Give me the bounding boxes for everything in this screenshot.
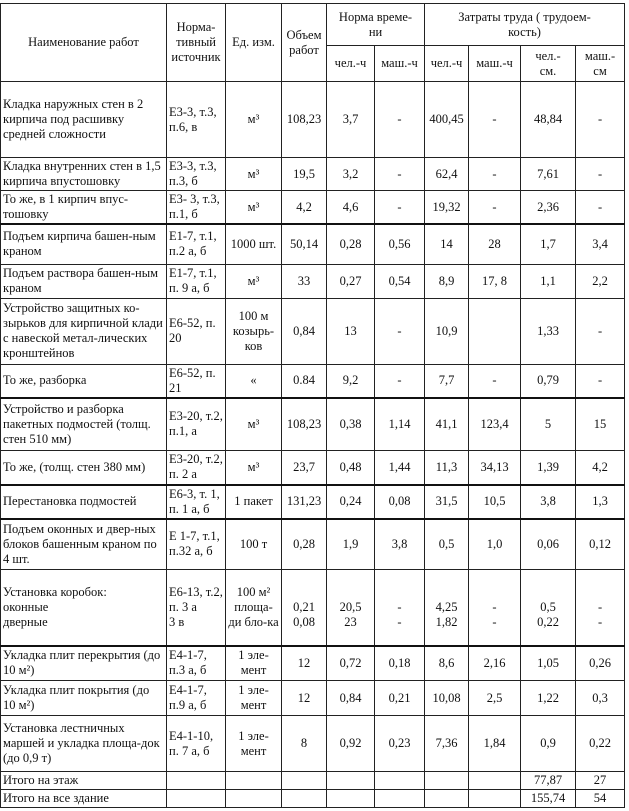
empty-cell [425, 790, 469, 808]
row-norm-mach-cell: 0,56 [375, 224, 425, 264]
row-norm-man-cell: 0,84 [327, 681, 375, 716]
row-source-cell: Е3-20, т.2, п. 2 а [167, 451, 226, 485]
row-volume-cell: 108,23 [282, 398, 327, 451]
row-work-cell: Подъем раствора башен-ным краном [1, 264, 167, 298]
empty-cell [226, 790, 282, 808]
row-work-cell: Кладка внутренних стен в 1,5 кирпича впустошовку [1, 158, 167, 191]
row-source-cell: Е3-20, т.2, п.1, а [167, 398, 226, 451]
row-labor-mach-h-cell: - [469, 191, 521, 225]
row-labor-mach-h-cell: 17, 8 [469, 264, 521, 298]
row-work-cell: Укладка плит перекрытия (до 10 м²) [1, 646, 167, 681]
row-labor-man-s-cell: 1,39 [521, 451, 576, 485]
row-norm-mach-cell: - [375, 364, 425, 398]
work-table [0, 3, 625, 808]
row-norm-mach-cell: - [375, 191, 425, 225]
row-unit-cell: м³ [226, 451, 282, 485]
row-labor-man-s-cell: 5 [521, 398, 576, 451]
row-norm-man-cell: 3,7 [327, 82, 375, 158]
row-labor-man-s-cell: 0,9 [521, 716, 576, 772]
row-volume-cell: 0,21 0,08 [282, 570, 327, 646]
row-labor-man-h-cell: 400,45 [425, 82, 469, 158]
row-unit-cell: м³ [226, 264, 282, 298]
row-volume-cell: 131,23 [282, 485, 327, 519]
header-work: Наименование работ [1, 4, 167, 82]
row-volume-cell: 0.84 [282, 364, 327, 398]
row-norm-mach-cell: - [375, 158, 425, 191]
row-volume-cell: 4,2 [282, 191, 327, 225]
empty-cell [375, 790, 425, 808]
header-labor-mach-s: маш.- см [576, 46, 625, 82]
row-labor-mach-s-cell: 2,2 [576, 264, 625, 298]
empty-cell [167, 772, 226, 790]
empty-cell [282, 790, 327, 808]
empty-cell [327, 790, 375, 808]
row-labor-mach-s-cell: 0,3 [576, 681, 625, 716]
row-source-cell: Е3- 3, т.3, п.1, б [167, 191, 226, 225]
row-unit-cell: 100 м² площа-ди бло-ка [226, 570, 282, 646]
table-row [1, 519, 625, 570]
row-labor-man-s-cell: 48,84 [521, 82, 576, 158]
row-labor-man-s-cell: 0,5 0,22 [521, 570, 576, 646]
row-labor-mach-h-cell: - - [469, 570, 521, 646]
row-norm-mach-cell: 0,08 [375, 485, 425, 519]
row-volume-cell: 0,84 [282, 298, 327, 364]
total-label: Итого на этаж [1, 772, 167, 790]
row-source-cell: Е6-52, п. 21 [167, 364, 226, 398]
row-work-cell: Перестановка подмостей [1, 485, 167, 519]
row-labor-man-s-cell: 3,8 [521, 485, 576, 519]
row-labor-mach-s-cell: - [576, 158, 625, 191]
row-volume-cell: 108,23 [282, 82, 327, 158]
row-labor-man-h-cell: 31,5 [425, 485, 469, 519]
row-labor-mach-h-cell: 10,5 [469, 485, 521, 519]
row-volume-cell: 8 [282, 716, 327, 772]
row-labor-mach-s-cell: 0,22 [576, 716, 625, 772]
row-volume-cell: 12 [282, 646, 327, 681]
row-labor-man-s-cell: 0,06 [521, 519, 576, 570]
row-labor-mach-s-cell: - [576, 298, 625, 364]
empty-cell [425, 772, 469, 790]
row-labor-mach-h-cell: 2,16 [469, 646, 521, 681]
row-norm-man-cell: 4,6 [327, 191, 375, 225]
header-labor: Затраты труда ( трудоем- кость) [425, 4, 625, 46]
row-unit-cell: 100 м козырь-ков [226, 298, 282, 364]
row-labor-mach-s-cell: - [576, 82, 625, 158]
row-labor-man-s-cell: 7,61 [521, 158, 576, 191]
row-source-cell: Е 1-7, т.1, п.32 а, б [167, 519, 226, 570]
empty-cell [167, 790, 226, 808]
header-volume: Объем работ [282, 4, 327, 82]
table-row [1, 364, 625, 398]
row-labor-mach-s-cell: 0,26 [576, 646, 625, 681]
row-source-cell: Е4-1-10, п. 7 а, б [167, 716, 226, 772]
row-labor-man-h-cell: 62,4 [425, 158, 469, 191]
row-labor-mach-s-cell: 1,3 [576, 485, 625, 519]
row-labor-man-s-cell: 0,79 [521, 364, 576, 398]
row-work-cell: Укладка плит покрытия (до 10 м²) [1, 681, 167, 716]
row-unit-cell: м³ [226, 158, 282, 191]
table-row [1, 82, 625, 158]
row-labor-mach-s-cell: 4,2 [576, 451, 625, 485]
row-norm-man-cell: 0,72 [327, 646, 375, 681]
table-row [1, 451, 625, 485]
row-source-cell: Е4-1-7, п.9 а, б [167, 681, 226, 716]
table-row [1, 398, 625, 451]
row-volume-cell: 0,28 [282, 519, 327, 570]
header-source: Норма- тивный источник [167, 4, 226, 82]
header-norm: Норма време- ни [327, 4, 425, 46]
row-work-cell: Установка коробок: оконные дверные [1, 570, 167, 646]
row-source-cell: Е6-52, п. 20 [167, 298, 226, 364]
empty-cell [327, 772, 375, 790]
row-labor-man-s-cell: 1,33 [521, 298, 576, 364]
empty-cell [282, 772, 327, 790]
row-norm-man-cell: 0,27 [327, 264, 375, 298]
row-labor-mach-h-cell [469, 298, 521, 364]
row-work-cell: Устройство и разборка пакетных подмостей (толщ. стен 510 мм) [1, 398, 167, 451]
table-row [1, 298, 625, 364]
row-norm-mach-cell: 0,54 [375, 264, 425, 298]
header-labor-man-s: чел.- см. [521, 46, 576, 82]
row-labor-man-h-cell: 19,32 [425, 191, 469, 225]
row-norm-mach-cell: 3,8 [375, 519, 425, 570]
table-row [1, 646, 625, 681]
row-norm-man-cell: 1,9 [327, 519, 375, 570]
row-norm-mach-cell: 0,21 [375, 681, 425, 716]
row-labor-mach-h-cell: 1,84 [469, 716, 521, 772]
row-labor-man-h-cell: 7,7 [425, 364, 469, 398]
row-labor-man-s-cell: 1,1 [521, 264, 576, 298]
row-labor-mach-h-cell: 1,0 [469, 519, 521, 570]
row-volume-cell: 19,5 [282, 158, 327, 191]
row-labor-mach-h-cell: 123,4 [469, 398, 521, 451]
row-labor-man-h-cell: 4,25 1,82 [425, 570, 469, 646]
header-norm-mach-h: маш.-ч [375, 46, 425, 82]
row-labor-mach-h-cell: - [469, 364, 521, 398]
table-row [1, 191, 625, 225]
row-work-cell: То же, (толщ. стен 380 мм) [1, 451, 167, 485]
row-work-cell: То же, в 1 кирпич впус-тошовку [1, 191, 167, 225]
total-row [1, 790, 625, 808]
row-norm-man-cell: 0,38 [327, 398, 375, 451]
row-unit-cell: м³ [226, 82, 282, 158]
total-man-shifts: 155,74 [521, 790, 576, 808]
empty-cell [469, 790, 521, 808]
row-source-cell: Е1-7, т.1, п. 9 а, б [167, 264, 226, 298]
row-work-cell: Устройство защитных ко-зырьков для кирпичной клади с навеской метал-лических кронштейнов [1, 298, 167, 364]
header-labor-mach-h: маш.-ч [469, 46, 521, 82]
row-volume-cell: 33 [282, 264, 327, 298]
row-unit-cell: 1 пакет [226, 485, 282, 519]
empty-cell [469, 772, 521, 790]
row-volume-cell: 23,7 [282, 451, 327, 485]
row-labor-man-h-cell: 7,36 [425, 716, 469, 772]
row-labor-man-s-cell: 1,05 [521, 646, 576, 681]
row-work-cell: Кладка наружных стен в 2 кирпича под расшивку средней сложности [1, 82, 167, 158]
row-unit-cell: « [226, 364, 282, 398]
row-labor-man-h-cell: 11,3 [425, 451, 469, 485]
row-labor-man-s-cell: 1,22 [521, 681, 576, 716]
row-unit-cell: 100 т [226, 519, 282, 570]
table-row [1, 681, 625, 716]
total-machine-shifts: 27 [576, 772, 625, 790]
row-source-cell: Е6-3, т. 1, п. 1 а, б [167, 485, 226, 519]
row-labor-mach-h-cell: 2,5 [469, 681, 521, 716]
table-row [1, 570, 625, 646]
table-row [1, 716, 625, 772]
row-work-cell: Установка лестничных маршей и укладка площа-док (до 0,9 т) [1, 716, 167, 772]
row-norm-man-cell: 0,28 [327, 224, 375, 264]
row-labor-man-h-cell: 10,08 [425, 681, 469, 716]
row-source-cell: Е4-1-7, п.3 а, б [167, 646, 226, 681]
row-work-cell: То же, разборка [1, 364, 167, 398]
table-row [1, 158, 625, 191]
row-volume-cell: 50,14 [282, 224, 327, 264]
row-unit-cell: 1 эле-мент [226, 681, 282, 716]
row-labor-man-h-cell: 8,9 [425, 264, 469, 298]
row-labor-man-h-cell: 10,9 [425, 298, 469, 364]
row-volume-cell: 12 [282, 681, 327, 716]
total-row [1, 772, 625, 790]
row-norm-man-cell: 13 [327, 298, 375, 364]
header-norm-man-h: чел.-ч [327, 46, 375, 82]
row-unit-cell: м³ [226, 398, 282, 451]
row-labor-man-h-cell: 14 [425, 224, 469, 264]
row-norm-man-cell: 0,92 [327, 716, 375, 772]
row-source-cell: Е1-7, т.1, п.2 а, б [167, 224, 226, 264]
row-norm-mach-cell: 1,44 [375, 451, 425, 485]
header-unit: Ед. изм. [226, 4, 282, 82]
table-row [1, 264, 625, 298]
row-source-cell: Е3-3, т.3, п.6, в [167, 82, 226, 158]
table-row [1, 224, 625, 264]
table-row [1, 485, 625, 519]
row-unit-cell: 1 эле-мент [226, 716, 282, 772]
row-norm-mach-cell: 1,14 [375, 398, 425, 451]
total-label: Итого на все здание [1, 790, 167, 808]
empty-cell [226, 772, 282, 790]
row-norm-man-cell: 0,24 [327, 485, 375, 519]
row-labor-mach-s-cell: - [576, 364, 625, 398]
header-labor-man-h: чел.-ч [425, 46, 469, 82]
row-source-cell: Е6-13, т.2, п. 3 а 3 в [167, 570, 226, 646]
row-labor-mach-s-cell: 0,12 [576, 519, 625, 570]
row-labor-mach-s-cell: - [576, 191, 625, 225]
row-norm-mach-cell: 0,18 [375, 646, 425, 681]
row-labor-man-h-cell: 41,1 [425, 398, 469, 451]
empty-cell [375, 772, 425, 790]
row-norm-man-cell: 3,2 [327, 158, 375, 191]
total-machine-shifts: 54 [576, 790, 625, 808]
row-unit-cell: 1000 шт. [226, 224, 282, 264]
row-norm-mach-cell: 0,23 [375, 716, 425, 772]
row-norm-mach-cell: - [375, 298, 425, 364]
row-labor-mach-s-cell: 15 [576, 398, 625, 451]
row-norm-mach-cell: - - [375, 570, 425, 646]
row-unit-cell: 1 эле-мент [226, 646, 282, 681]
row-work-cell: Подъем оконных и двер-ных блоков башенным краном по 4 шт. [1, 519, 167, 570]
row-norm-man-cell: 20,5 23 [327, 570, 375, 646]
row-labor-man-h-cell: 8,6 [425, 646, 469, 681]
row-work-cell: Подъем кирпича башен-ным краном [1, 224, 167, 264]
row-labor-man-s-cell: 2,36 [521, 191, 576, 225]
row-norm-mach-cell: - [375, 82, 425, 158]
total-man-shifts: 77,87 [521, 772, 576, 790]
row-labor-mach-h-cell: 28 [469, 224, 521, 264]
row-source-cell: Е3-3, т.3, п.3, б [167, 158, 226, 191]
row-norm-man-cell: 0,48 [327, 451, 375, 485]
row-labor-mach-s-cell: - - [576, 570, 625, 646]
row-labor-mach-s-cell: 3,4 [576, 224, 625, 264]
row-norm-man-cell: 9,2 [327, 364, 375, 398]
row-labor-mach-h-cell: - [469, 82, 521, 158]
row-labor-man-s-cell: 1,7 [521, 224, 576, 264]
row-labor-mach-h-cell: 34,13 [469, 451, 521, 485]
row-unit-cell: м³ [226, 191, 282, 225]
row-labor-mach-h-cell: - [469, 158, 521, 191]
row-labor-man-h-cell: 0,5 [425, 519, 469, 570]
